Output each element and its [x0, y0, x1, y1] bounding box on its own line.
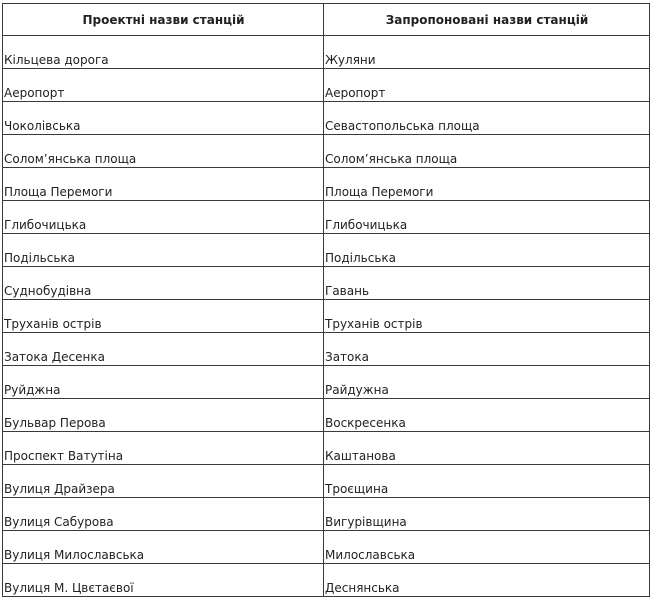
project-name-cell: Аеропорт [3, 69, 324, 102]
project-name-cell: Глибочицька [3, 201, 324, 234]
project-name-cell: Вулиця Сабурова [3, 498, 324, 531]
table-row [3, 564, 650, 597]
project-name-cell: Труханів острів [3, 300, 324, 333]
proposed-name-cell: Деснянська [324, 564, 650, 597]
table-body [3, 36, 650, 597]
project-name-cell: Чоколівська [3, 102, 324, 135]
table-row [3, 300, 650, 333]
table-row [3, 531, 650, 564]
project-name-cell: Солом’янська площа [3, 135, 324, 168]
proposed-name-cell: Глибочицька [324, 201, 650, 234]
header-row [3, 4, 650, 36]
project-name-cell: Вулиця М. Цвєтаєвої [3, 564, 324, 597]
proposed-name-cell: Жуляни [324, 36, 650, 69]
proposed-name-cell: Аеропорт [324, 69, 650, 102]
table-row [3, 399, 650, 432]
station-names-table [2, 3, 650, 597]
table-row [3, 366, 650, 399]
table-row [3, 267, 650, 300]
project-name-cell: Вулиця Драйзера [3, 465, 324, 498]
table-row [3, 201, 650, 234]
proposed-name-cell: Каштанова [324, 432, 650, 465]
table-row [3, 465, 650, 498]
project-name-cell: Затока Десенка [3, 333, 324, 366]
project-name-cell: Руйджна [3, 366, 324, 399]
proposed-name-cell: Труханів острів [324, 300, 650, 333]
proposed-name-cell: Подільська [324, 234, 650, 267]
proposed-name-cell: Затока [324, 333, 650, 366]
project-name-cell: Кільцева дорога [3, 36, 324, 69]
proposed-name-cell: Воскресенка [324, 399, 650, 432]
header-proposed-names: Запропоновані назви станцій [324, 4, 650, 36]
table-row [3, 333, 650, 366]
table-row [3, 432, 650, 465]
proposed-name-cell: Площа Перемоги [324, 168, 650, 201]
proposed-name-cell: Вигурівщина [324, 498, 650, 531]
table-row [3, 102, 650, 135]
proposed-name-cell: Гавань [324, 267, 650, 300]
project-name-cell: Вулиця Милославська [3, 531, 324, 564]
table-row [3, 69, 650, 102]
table-row [3, 168, 650, 201]
proposed-name-cell: Севастопольська площа [324, 102, 650, 135]
proposed-name-cell: Троєщина [324, 465, 650, 498]
project-name-cell: Площа Перемоги [3, 168, 324, 201]
table-row [3, 234, 650, 267]
table-row [3, 498, 650, 531]
header-project-names: Проектні назви станцій [3, 4, 324, 36]
table-header [3, 4, 650, 36]
table-row [3, 36, 650, 69]
proposed-name-cell: Милославська [324, 531, 650, 564]
project-name-cell: Бульвар Перова [3, 399, 324, 432]
proposed-name-cell: Солом’янська площа [324, 135, 650, 168]
project-name-cell: Подільська [3, 234, 324, 267]
project-name-cell: Суднобудівна [3, 267, 324, 300]
project-name-cell: Проспект Ватутіна [3, 432, 324, 465]
proposed-name-cell: Райдужна [324, 366, 650, 399]
table-row [3, 135, 650, 168]
